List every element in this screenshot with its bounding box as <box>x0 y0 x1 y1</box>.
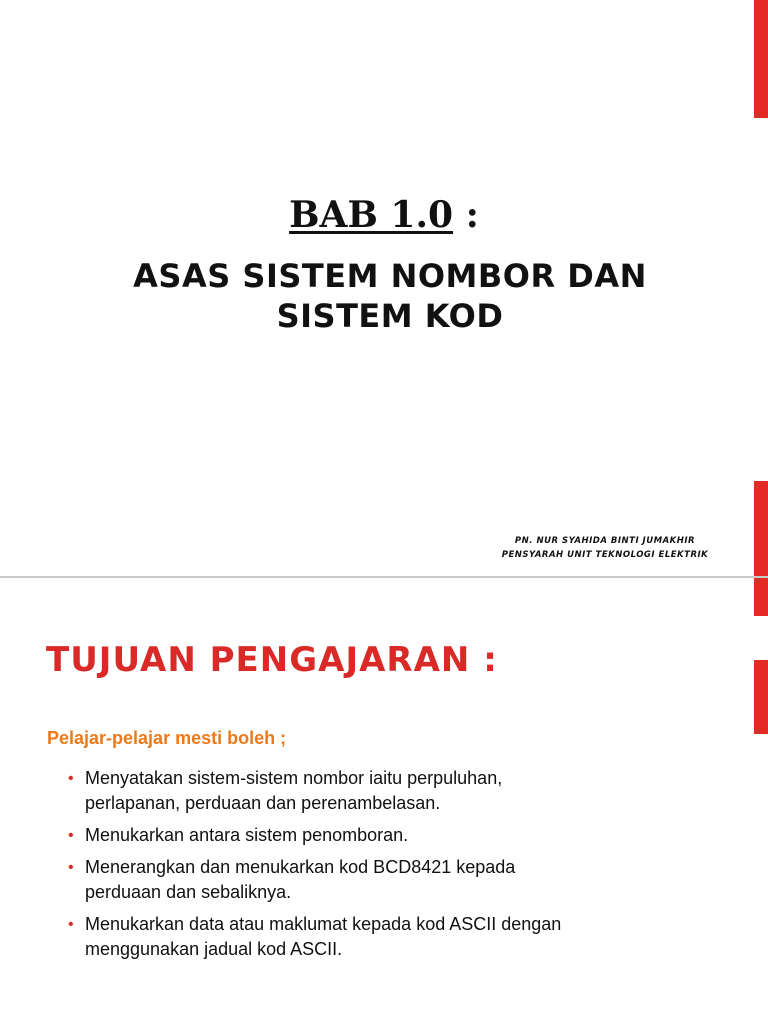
author-position: PENSYARAH UNIT TEKNOLOGI ELEKTRIK <box>501 550 709 560</box>
chapter-label: BAB 1.0 <box>289 194 454 236</box>
bullet-icon: • <box>68 916 74 933</box>
section-heading: TUJUAN PENGAJARAN : <box>46 640 498 680</box>
bullet-icon: • <box>68 770 74 787</box>
objective-line-2: perlapanan, perduaan dan perenambelasan. <box>85 793 441 813</box>
chapter-title <box>0 194 768 236</box>
objective-line-2: menggunakan jadual kod ASCII. <box>85 939 343 959</box>
objective-line-1: Menukarkan data atau maklumat kepada kod ASCII dengan <box>85 914 562 934</box>
list-item <box>66 766 666 816</box>
bullet-icon: • <box>68 827 74 844</box>
accent-bar-top <box>754 0 768 118</box>
bullet-icon: • <box>68 859 74 876</box>
author-block <box>470 534 740 562</box>
accent-bar-bottom <box>754 481 768 576</box>
objective-line-1: Menerangkan dan menukarkan kod BCD8421 kepada <box>85 857 516 877</box>
list-item <box>66 912 666 962</box>
list-item <box>66 855 666 905</box>
objectives-list <box>66 766 666 969</box>
chapter-colon: : <box>453 194 479 236</box>
objective-line-1: Menukarkan antara sistem penomboran. <box>85 825 409 845</box>
objectives-slide <box>0 578 768 1024</box>
lead-text: Pelajar-pelajar mesti boleh ; <box>47 728 287 748</box>
accent-bar-bottom <box>754 660 768 734</box>
objective-line-1: Menyatakan sistem-sistem nombor iaitu perpuluhan, <box>85 768 503 788</box>
author-name: PN. NUR SYAHIDA BINTI JUMAKHIR <box>514 536 696 546</box>
main-title-line-2: SISTEM KOD <box>276 297 504 335</box>
slide-main-title <box>60 256 720 336</box>
list-item <box>66 823 666 848</box>
accent-bar-top <box>754 578 768 616</box>
main-title-line-1: ASAS SISTEM NOMBOR DAN <box>133 257 647 295</box>
objective-line-2: perduaan dan sebaliknya. <box>85 882 292 902</box>
